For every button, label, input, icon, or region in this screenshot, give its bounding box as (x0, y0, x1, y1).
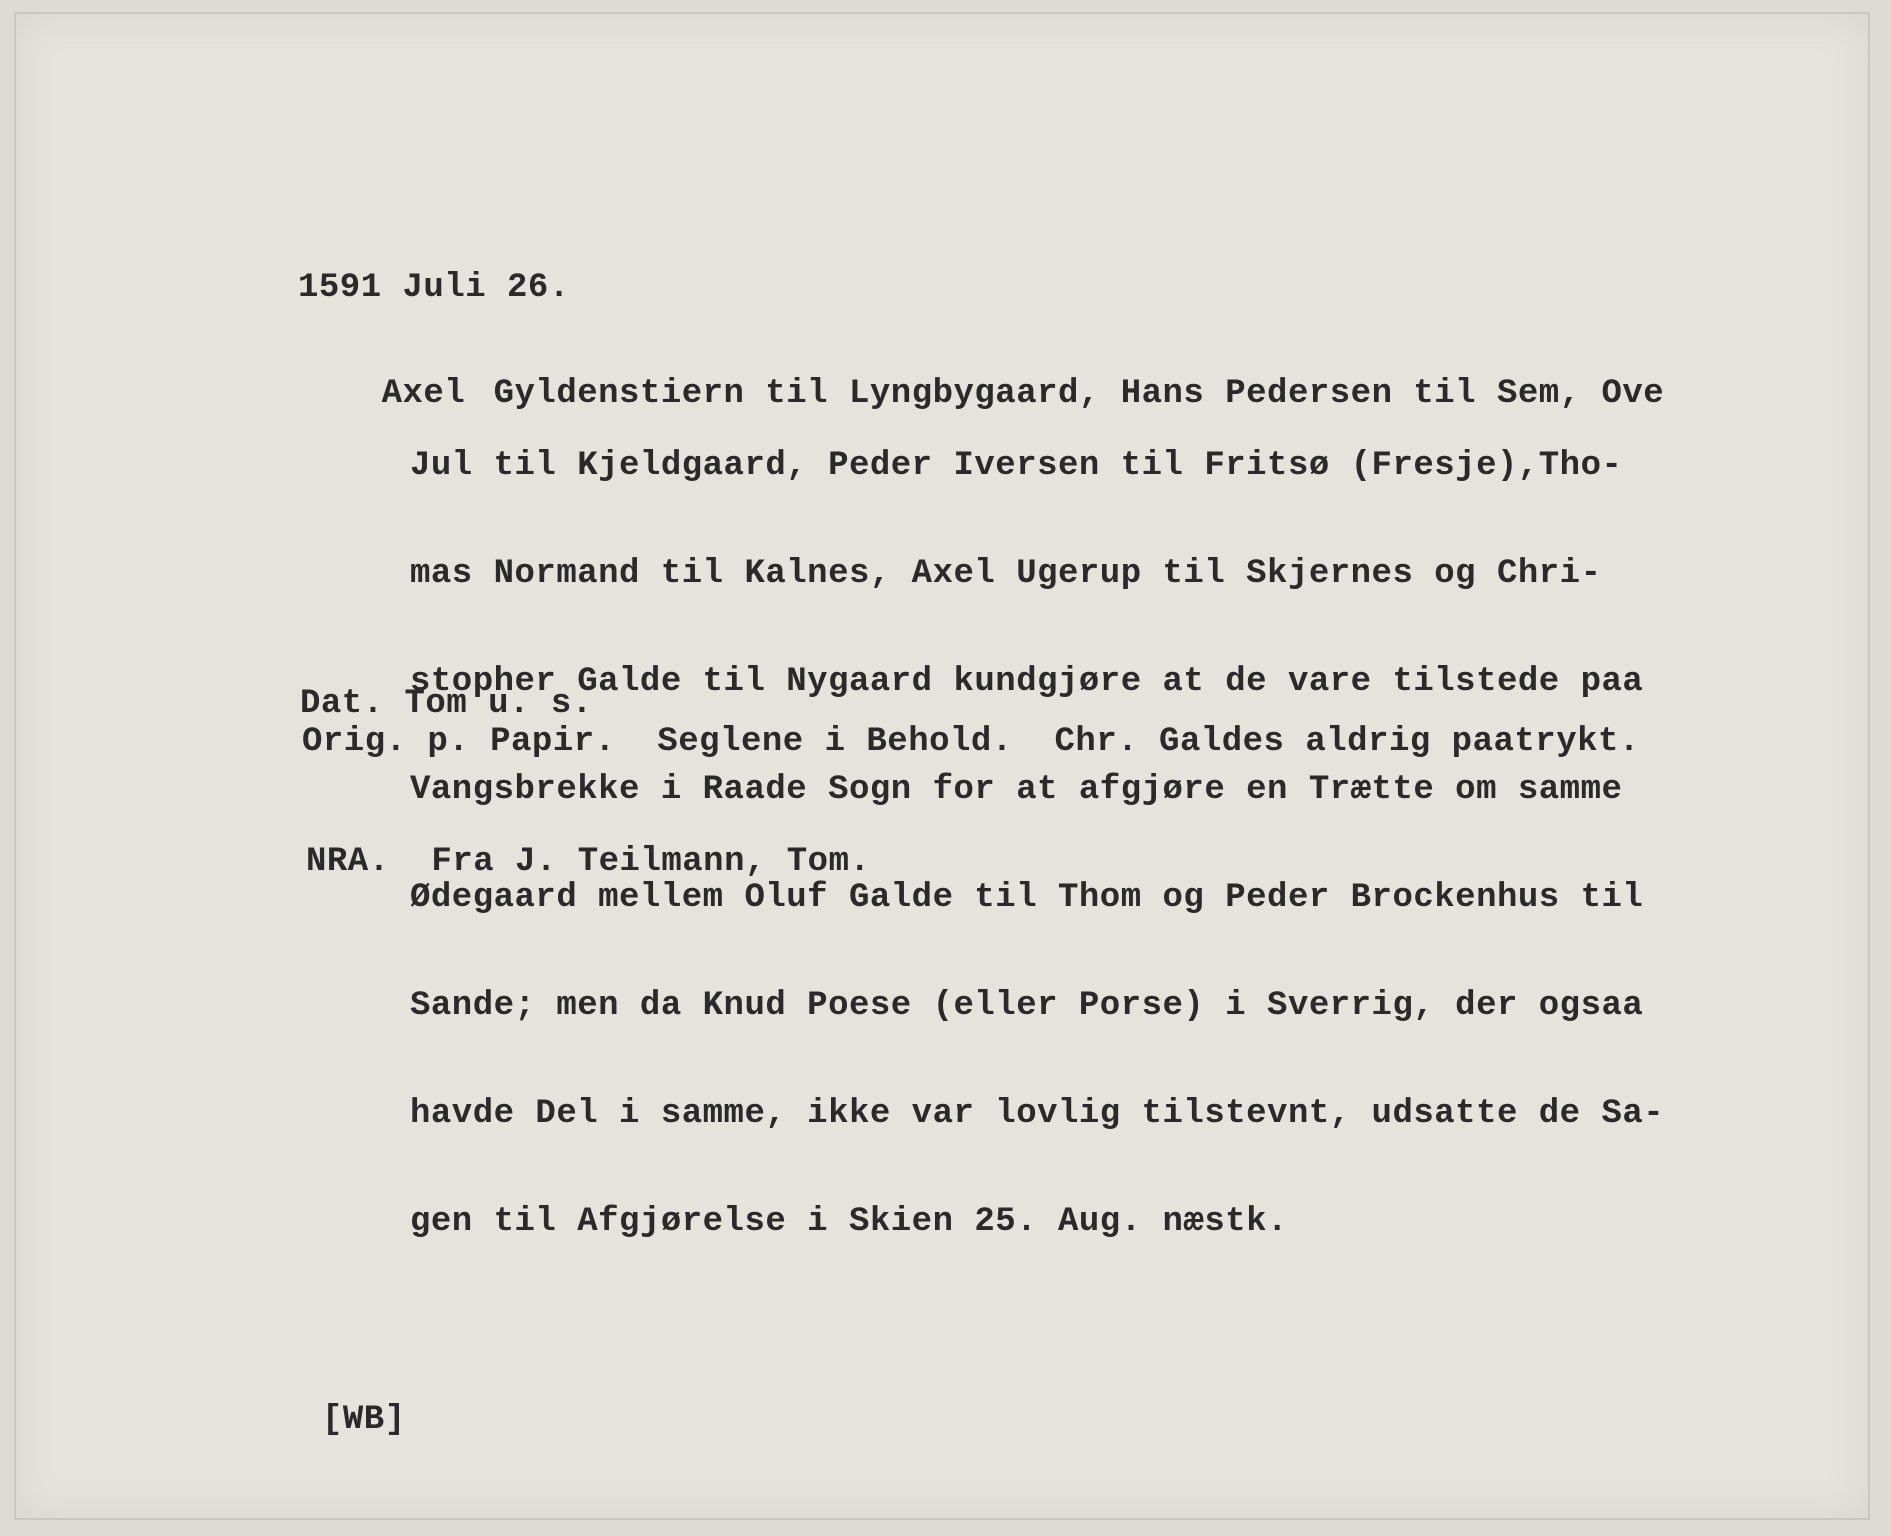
regest-line-5: Ødegaard mellem Oluf Galde til Thom og Peder Brockenhus til (410, 879, 1644, 917)
original-note: Orig. p. Papir. Seglene i Behold. Chr. Galdes aldrig paatrykt. (302, 723, 1640, 761)
regest-line-0: Gyldenstiern til Lyngbygaard, Hans Pedersen til Sem, Ove (493, 375, 1665, 413)
typist-initials: [WB] (322, 1401, 406, 1439)
regest-line-7: havde Del i samme, ikke var lovlig tilstevnt, udsatte de Sa- (410, 1095, 1665, 1133)
regest-text (298, 340, 1664, 1312)
regest-line-3: stopher Galde til Nygaard kundgjøre at de vare tilstede paa (410, 663, 1644, 701)
regest-line-2: mas Normand til Kalnes, Axel Ugerup til Skjernes og Chri- (410, 555, 1602, 593)
regest-first-word: Axel (381, 375, 466, 413)
regest-line-1: Jul til Kjeldgaard, Peder Iversen til Fritsø (Fresje),Tho- (410, 447, 1623, 485)
dating-note: Dat. Tom u. s. (300, 685, 593, 723)
regest-line-6: Sande; men da Knud Poese (eller Porse) i Sverrig, der ogsaa (410, 987, 1644, 1025)
archive-card (14, 12, 1870, 1520)
document-date: 1591 Juli 26. (298, 269, 570, 307)
regest-line-4: Vangsbrekke i Raade Sogn for at afgjøre en Trætte om samme (410, 771, 1623, 809)
regest-line-8: gen til Afgjørelse i Skien 25. Aug. næstk. (410, 1203, 1288, 1241)
source-note: NRA. Fra J. Teilmann, Tom. (306, 843, 871, 881)
